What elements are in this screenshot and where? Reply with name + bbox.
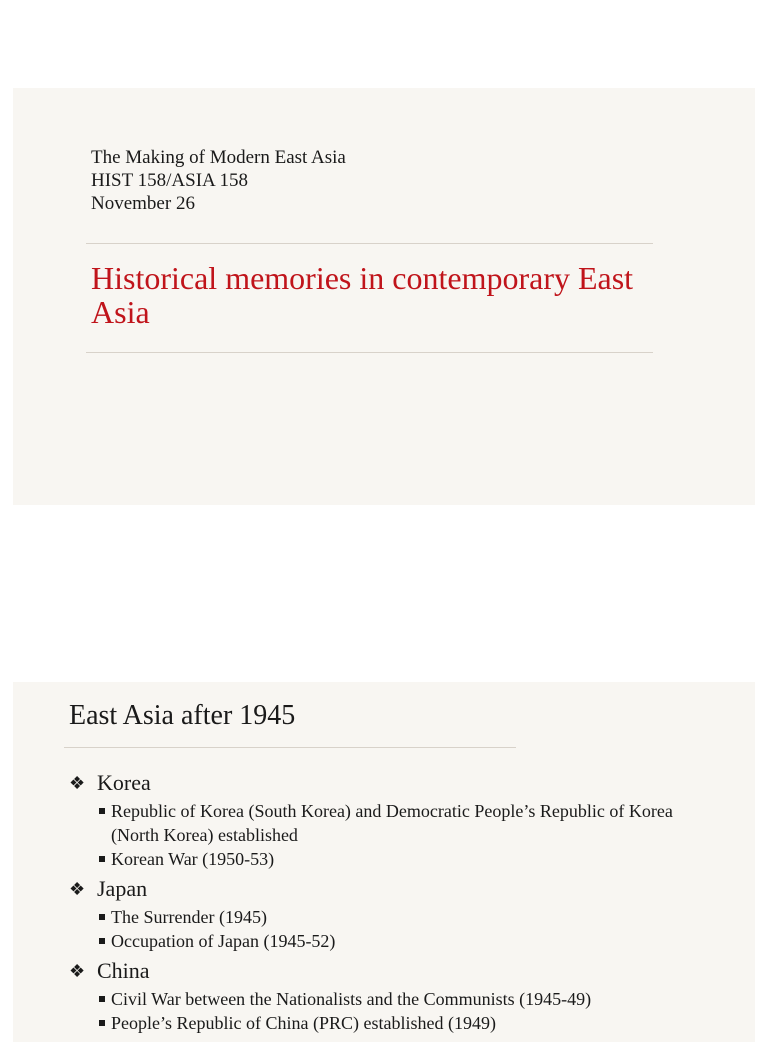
list-item [69,847,709,871]
list-item [69,987,709,1011]
square-bullet-icon [99,856,105,862]
list-item-text: Civil War between the Nationalists and the Communists (1945-49) [111,989,592,1009]
lecture-date: November 26 [91,193,195,214]
section-items [69,799,709,871]
square-bullet-icon [99,914,105,920]
section-heading [69,873,709,905]
list-item-text: People’s Republic of China (PRC) established (1949) [111,1013,496,1033]
content-slide [13,682,755,1042]
list-item [69,1011,709,1035]
section-label: Korea [97,770,151,795]
course-info [91,146,346,215]
list-item-text: The Surrender (1945) [111,907,267,927]
section-heading [69,955,709,987]
four-diamond-bullet-icon: ❖ [69,773,86,793]
square-bullet-icon [99,1020,105,1026]
divider-bottom [86,352,653,353]
square-bullet-icon [99,808,105,814]
slide-title: East Asia after 1945 [69,700,296,731]
section-items [69,905,709,953]
title-divider [64,747,516,748]
lecture-title: Historical memories in contemporary East Asia [91,260,634,330]
divider-top [86,243,653,244]
list-item [69,905,709,929]
four-diamond-bullet-icon: ❖ [69,879,86,899]
title-slide [13,88,755,505]
list-item-text: Occupation of Japan (1945-52) [111,931,336,951]
outline-list [69,767,709,1037]
list-item [69,929,709,953]
list-item-text: Korean War (1950-53) [111,849,275,869]
course-title: The Making of Modern East Asia [91,147,346,168]
section-label: Japan [97,876,148,901]
section-label: China [97,958,150,983]
course-code: HIST 158/ASIA 158 [91,170,248,191]
list-item-text: Republic of Korea (South Korea) and Democratic People’s Republic of Korea (North Korea) established [111,801,673,845]
section-items [69,987,709,1035]
section-heading [69,767,709,799]
list-item [69,799,709,847]
square-bullet-icon [99,996,105,1002]
four-diamond-bullet-icon: ❖ [69,961,86,981]
square-bullet-icon [99,938,105,944]
